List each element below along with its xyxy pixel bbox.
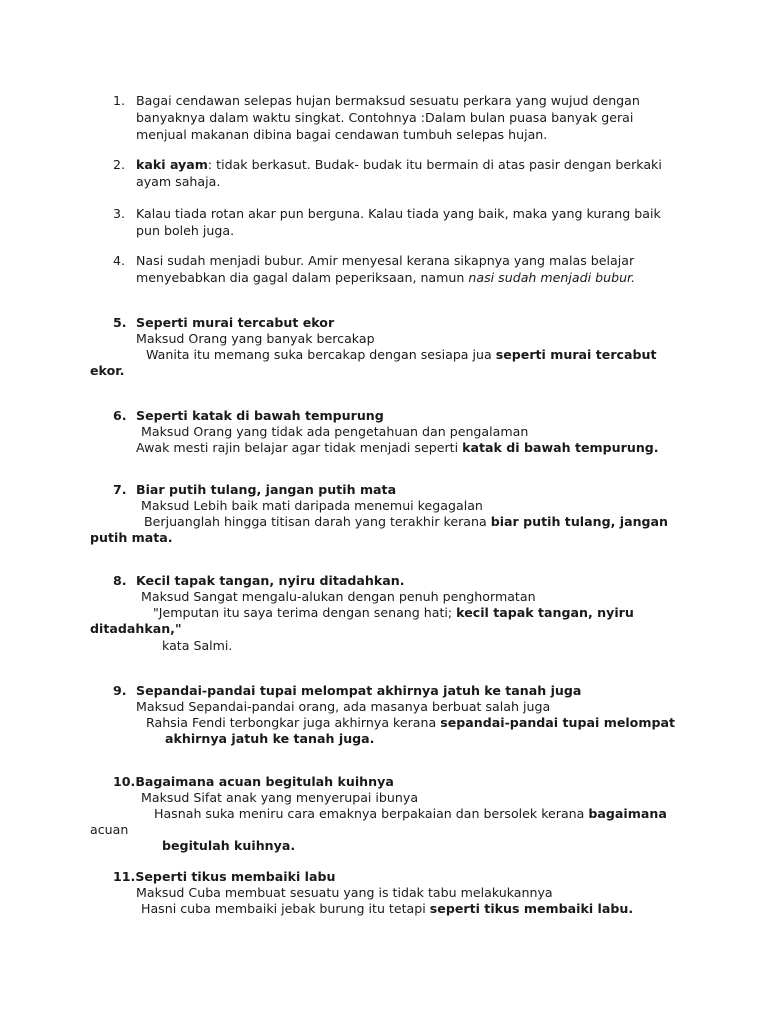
item-number: 6. [113,408,127,423]
item-text: menjual makanan dibina bagai cendawan tumbuh selepas hujan. [136,127,548,142]
item-number: 4. [113,253,126,268]
item-example-bold: putih mata. [90,530,173,545]
item-text: pun boleh juga. [136,223,235,238]
item-text: banyaknya dalam waktu singkat. Contohnya :Dalam bulan puasa banyak gerai [136,110,634,125]
item-term: kaki ayam [136,157,208,172]
item-title: Seperti murai tercabut ekor [136,315,335,330]
item-example: kata Salmi. [162,638,233,653]
item-meaning: Maksud Sifat anak yang menyerupai ibunya [141,790,419,805]
item-example: Berjuanglah hingga titisan darah yang terakhir kerana [144,514,491,529]
item-example-bold: bagaimana [588,806,667,821]
item-title: Biar putih tulang, jangan putih mata [136,482,397,497]
item-example-bold: sepandai-pandai tupai melompat [440,715,675,730]
item-title: Seperti tikus membaiki labu [135,869,336,884]
item-example: "Jemputan itu saya terima dengan senang hati; [153,605,457,620]
item-number: 1. [113,93,126,108]
item-title: Seperti katak di bawah tempurung [136,408,384,423]
item-meaning: Maksud Orang yang banyak bercakap [136,331,375,346]
item-number: 3. [113,206,126,221]
item-example-bold: kecil tapak tangan, nyiru [456,605,634,620]
item-example-bold: biar putih tulang, jangan [490,514,669,529]
item-example-bold: seperti tikus membaiki labu. [429,901,634,916]
item-example-bold: ditadahkan," [90,621,182,636]
item-example-bold: ekor. [90,363,125,378]
item-italic: nasi sudah menjadi bubur. [468,270,636,285]
item-example: acuan [90,822,129,837]
item-text: : tidak berkasut. Budak- budak itu bermain di atas pasir dengan berkaki [207,157,662,172]
item-example-bold: akhirnya jatuh ke tanah juga. [165,731,375,746]
item-example: Hasni cuba membaiki jebak burung itu tetapi [141,901,430,916]
item-example: Awak mesti rajin belajar agar tidak menjadi seperti [136,440,463,455]
item-number: 5. [113,315,127,330]
item-title: Kecil tapak tangan, nyiru ditadahkan. [136,573,405,588]
item-example-bold: katak di bawah tempurung. [462,440,659,455]
item-meaning: Maksud Lebih baik mati daripada menemui kegagalan [141,498,483,513]
item-example: Rahsia Fendi terbongkar juga akhirnya kerana [146,715,441,730]
item-text: menyebabkan dia gagal dalam peperiksaan, namun [136,270,469,285]
item-title: Bagaimana acuan begitulah kuihnya [135,774,394,789]
item-text: Kalau tiada rotan akar pun berguna. Kalau tiada yang baik, maka yang kurang baik [136,206,661,221]
item-meaning: Maksud Orang yang tidak ada pengetahuan dan pengalaman [141,424,529,439]
item-number: 10. [113,774,136,789]
item-example-bold: begitulah kuihnya. [162,838,296,853]
item-text: ayam sahaja. [136,174,221,189]
item-meaning: Maksud Cuba membuat sesuatu yang is tidak tabu melakukannya [136,885,553,900]
item-example-bold: seperti murai tercabut [495,347,657,362]
item-title: Sepandai-pandai tupai melompat akhirnya jatuh ke tanah juga [136,683,582,698]
item-meaning: Maksud Sangat mengalu-alukan dengan penuh penghormatan [141,589,536,604]
item-number: 9. [113,683,127,698]
item-number: 7. [113,482,127,497]
item-text: Nasi sudah menjadi bubur. Amir menyesal kerana sikapnya yang malas belajar [136,253,635,268]
item-text: Bagai cendawan selepas hujan bermaksud sesuatu perkara yang wujud dengan [136,93,640,108]
item-number: 8. [113,573,127,588]
item-example: Wanita itu memang suka bercakap dengan sesiapa jua [146,347,496,362]
item-number: 2. [113,157,126,172]
item-number: 11. [113,869,136,884]
item-example: Hasnah suka meniru cara emaknya berpakaian dan bersolek kerana [154,806,589,821]
item-meaning: Maksud Sepandai-pandai orang, ada masanya berbuat salah juga [136,699,551,714]
